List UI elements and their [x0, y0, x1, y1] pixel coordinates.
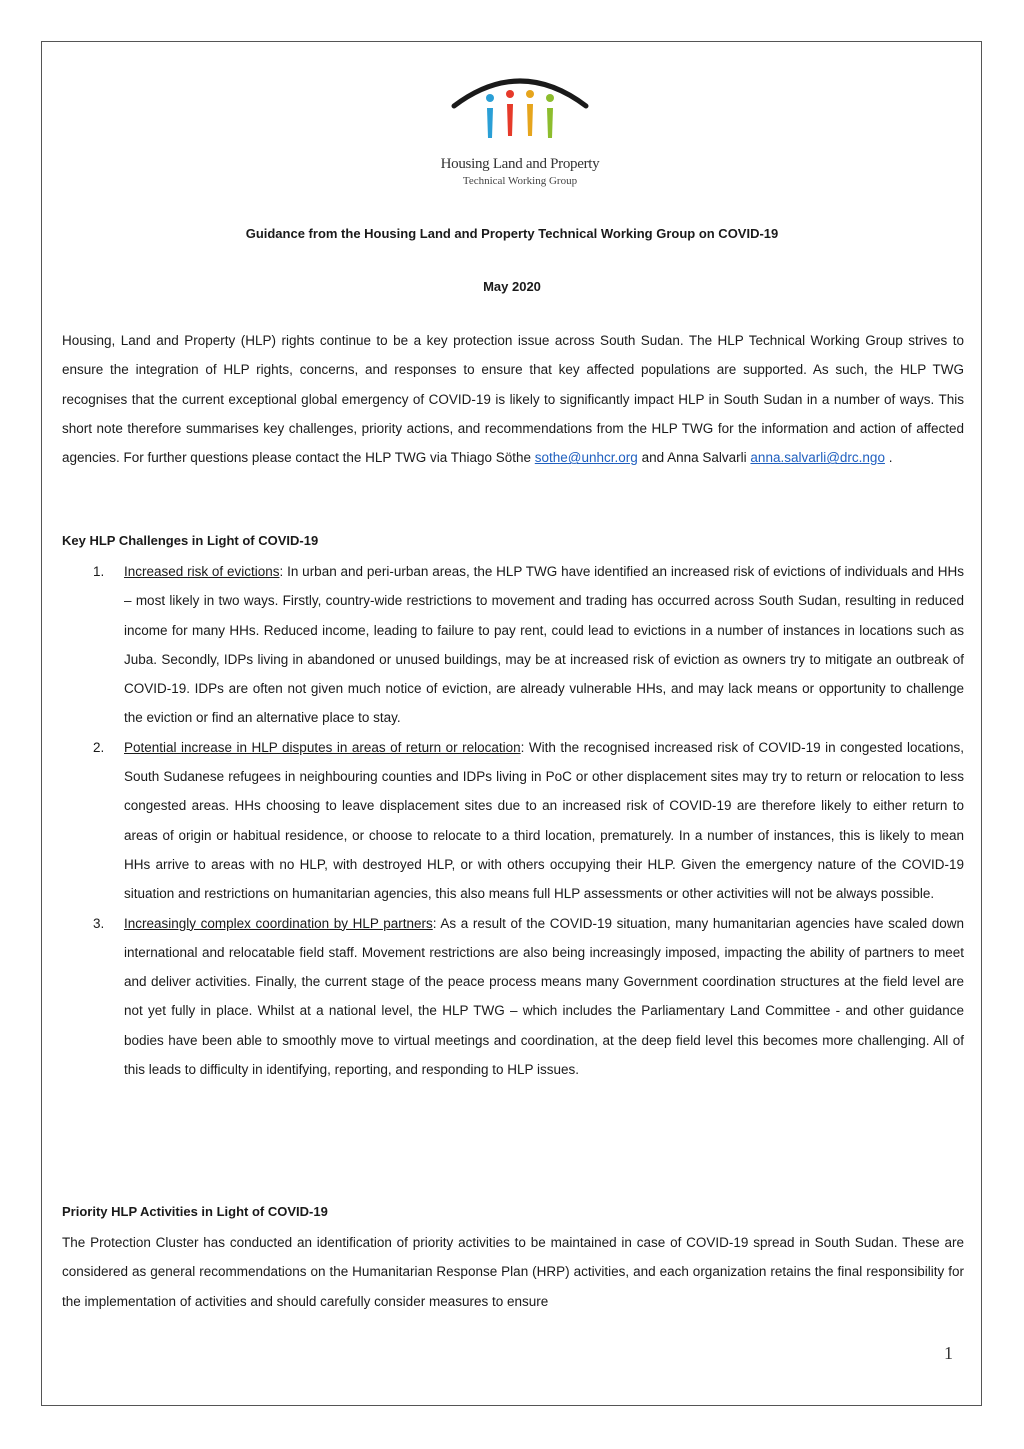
list-item-number: 1. — [93, 564, 105, 579]
priority-heading: Priority HLP Activities in Light of COVID-19 — [62, 1204, 328, 1219]
list-item-text: : In urban and peri-urban areas, the HLP TWG have identified an increased risk of evictions of individuals and HHs – most likely in two ways. Firstly, country-wide restrictions to movement and trading has occurred across South Sudan, resulting in reduced income for many HHs. Reduced income, leading to failure to pay rent, could lead to evictions in a number of instances in locations such as Juba. Secondly, IDPs living in abandoned or unused buildings, may be at increased risk of eviction as owners try to mitigate an outbreak of COVID-19. IDPs are often not given much notice of eviction, are already vulnerable HHs, and may lack means or opportunity to challenge the eviction or find an alternative place to stay. — [124, 564, 964, 726]
list-item-title: Increased risk of evictions — [124, 564, 280, 579]
list-item-text: : As a result of the COVID-19 situation, many humanitarian agencies have scaled down international and relocatable field staff. Movement restrictions are also being increasingly imposed, impacting the ability of partners to meet and deliver activities. Finally, the current stage of the peace process means many Government coordination structures at the field level are not yet fully in place. Whilst at a national level, the HLP TWG – which includes the Parliamentary Land Committee - and other guidance bodies have been able to smoothly move to virtual meetings and coordination, at the deep field level this becomes more challenging. All of this leads to difficulty in identifying, reporting, and responding to HLP issues. — [124, 915, 964, 1078]
list-item — [62, 909, 964, 1085]
priority-paragraph: The Protection Cluster has conducted an identification of priority activities to be maintained in case of COVID-19 spread in South Sudan. These are considered as general recommendations on the Humanitarian Response Plan (HRP) activities, and each organization retains the final responsibility for the implementation of activities and should carefully consider measures to ensure — [62, 1235, 964, 1309]
logo-name: Housing Land and Property — [440, 156, 600, 172]
list-item-number: 2. — [93, 739, 105, 755]
list-item — [62, 733, 964, 909]
hlp-twg-logo — [432, 74, 608, 194]
page-number: 1 — [944, 1343, 953, 1363]
challenges-heading: Key HLP Challenges in Light of COVID-19 — [62, 533, 319, 548]
list-item-text: : With the recognised increased risk of COVID-19 in congested locations, South Sudanese refugees in neighbouring counties and IDPs living in PoC or other displacement sites may try to return or relocation to less congested areas. HHs choosing to leave displacement sites due to an increased risk of COVID-19 are therefore likely to either return to areas of origin or habitual residence, or choose to relocate to a third location, prematurely. In a number of instances, this is likely to mean HHs arrive to areas with no HLP, with destroyed HLP, or with others occupying their HLP. Given the emergency nature of the COVID-19 situation and restrictions on humanitarian agencies, this also means full HLP assessments or other activities will not be always possible. — [124, 739, 964, 902]
email-link-salvarli[interactable]: anna.salvarli@drc.ngo — [750, 450, 885, 466]
document-title: Guidance from the Housing Land and Property Technical Working Group on COVID-19 — [245, 226, 779, 241]
intro-paragraph — [62, 326, 964, 472]
list-item-number: 3. — [93, 915, 105, 931]
list-item-title: Potential increase in HLP disputes in areas of return or relocation — [124, 739, 521, 755]
intro-end: . — [888, 450, 893, 466]
logo-subtitle: Technical Working Group — [462, 175, 578, 187]
email-link-sothe[interactable]: sothe@unhcr.org — [534, 450, 638, 466]
intro-between: and Anna Salvarli — [641, 450, 747, 466]
intro-text: Housing, Land and Property (HLP) rights continue to be a key protection issue across South Sudan. The HLP Technical Working Group strives to ensure the integration of HLP rights, concerns, and responses to ensure that key affected populations are supported. As such, the HLP TWG recognises that the current exceptional global emergency of COVID-19 is likely to significantly impact HLP in South Sudan in a number of ways. This short note therefore summarises key challenges, priority actions, and recommendations from the HLP TWG for the information and action of affected agencies. For further questions please contact the HLP TWG via Thiago Söthe — [62, 333, 964, 466]
list-item-title: Increasingly complex coordination by HLP partners — [124, 915, 433, 931]
document-date: May 2020 — [483, 279, 541, 294]
list-item — [62, 557, 964, 733]
challenges-list — [62, 557, 964, 1084]
logo-figures-icon — [432, 74, 608, 154]
